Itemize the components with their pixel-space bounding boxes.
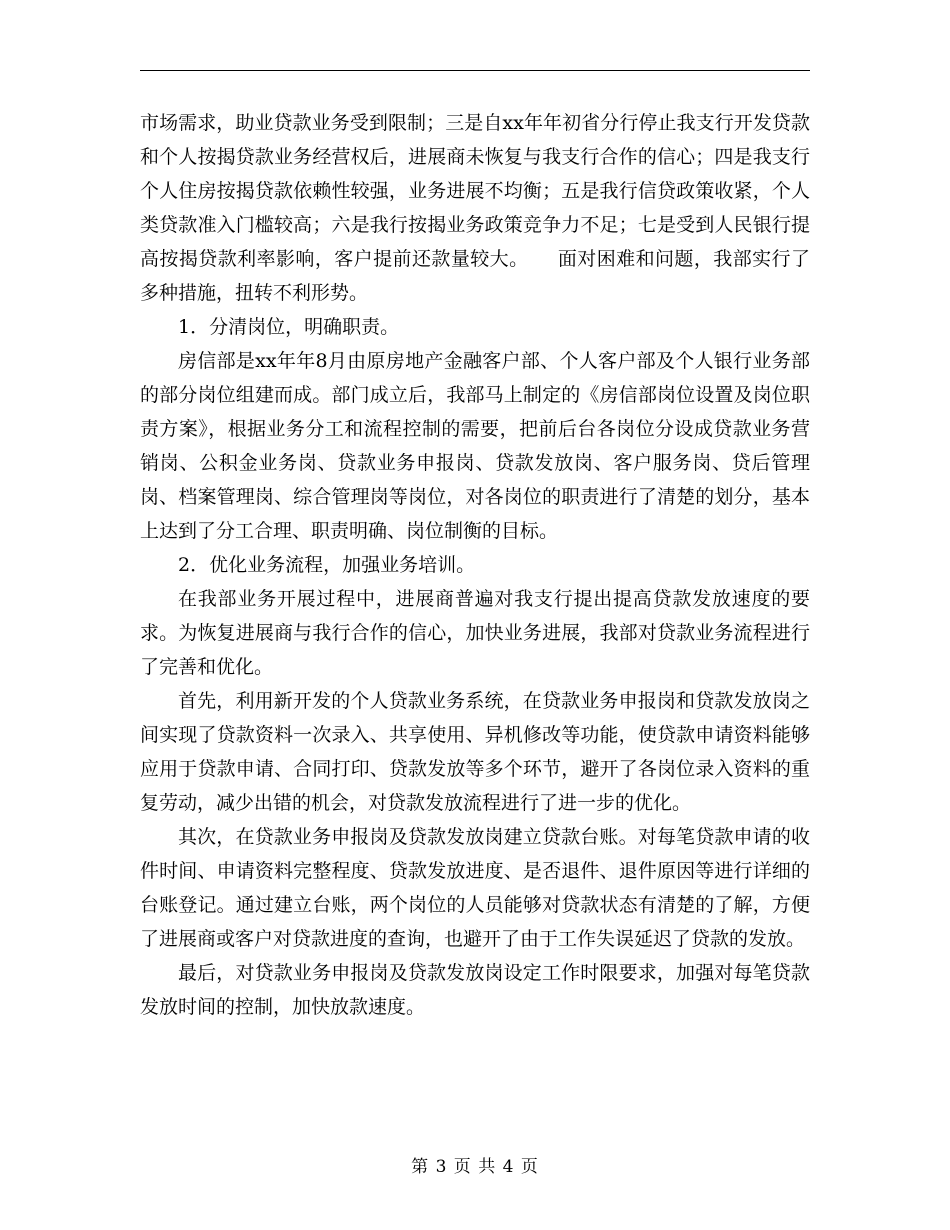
paragraph-continuation: 市场需求，助业贷款业务受到限制；三是自xx年年初省分行停止我支行开发贷款和个人按揭贷款业务经营权后，进展商未恢复与我支行合作的信心；四是我支行个人住房按揭贷款依赖性较强，业务进展不均衡；五是我行信贷政策收紧，个人类贷款准入门槛较高；六是我行按揭业务政策竞争力不足；七是受到人民银行提高按揭贷款利率影响，客户提前还款量较大。 面对困难和问题，我部实行了多种措施，扭转不利形势。 bbox=[140, 112, 810, 304]
paragraph: 房信部是xx年年8月由原房地产金融客户部、个人客户部及个人银行业务部的部分岗位组建而成。部门成立后，我部马上制定的《房信部岗位设置及岗位职责方案》，根据业务分工和流程控制的需要，把前后台各岗位分设成贷款业务营销岗、公积金业务岗、贷款业务申报岗、贷款发放岗、客户服务岗、贷后管理岗、档案管理岗、综合管理岗等岗位，对各岗位的职责进行了清楚的划分，基本上达到了分工合理、职责明确、岗位制衡的目标。 bbox=[140, 350, 810, 542]
paragraph: 其次，在贷款业务申报岗及贷款发放岗建立贷款台账。对每笔贷款申请的收件时间、申请资料完整程度、贷款发放进度、是否退件、退件原因等进行详细的台账登记。通过建立台账，两个岗位的人员能够对贷款状态有清楚的了解，方便了进展商或客户对贷款进度的查询，也避开了由于工作失误延迟了贷款的发放。 bbox=[140, 826, 810, 950]
paragraph: 首先，利用新开发的个人贷款业务系统，在贷款业务申报岗和贷款发放岗之间实现了贷款资料一次录入、共享使用、异机修改等功能，使贷款申请资料能够应用于贷款申请、合同打印、贷款发放等多个环节，避开了各岗位录入资料的重复劳动，减少出错的机会，对贷款发放流程进行了进一步的优化。 bbox=[140, 690, 810, 814]
page-number-footer: 第 3 页 共 4 页 bbox=[411, 1157, 539, 1177]
section-heading-1: 1．分清岗位，明确职责。 bbox=[178, 316, 400, 338]
header-rule bbox=[140, 70, 810, 71]
paragraph: 在我部业务开展过程中，进展商普遍对我支行提出提高贷款发放速度的要求。为恢复进展商与我行合作的信心，加快业务进展，我部对贷款业务流程进行了完善和优化。 bbox=[140, 588, 810, 678]
paragraph: 最后，对贷款业务申报岗及贷款发放岗设定工作时限要求，加强对每笔贷款发放时间的控制，加快放款速度。 bbox=[140, 962, 810, 1018]
section-heading-2: 2．优化业务流程，加强业务培训。 bbox=[178, 554, 476, 576]
document-body bbox=[140, 106, 810, 1024]
